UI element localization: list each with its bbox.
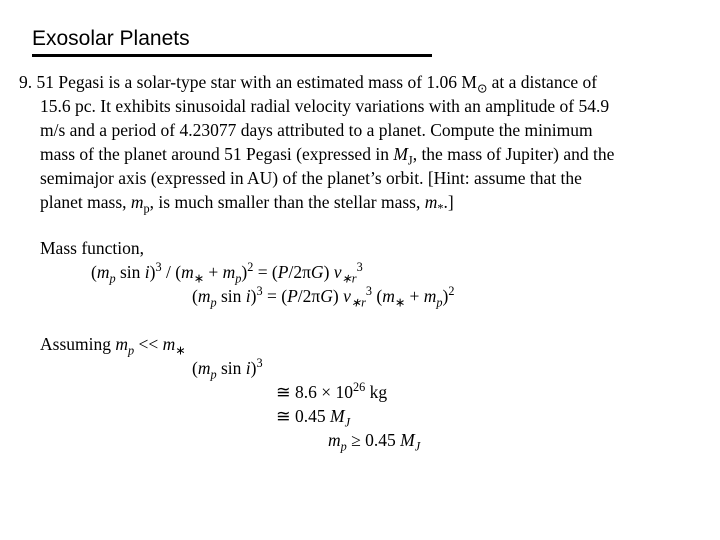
sun-symbol: ⊙ xyxy=(476,81,488,96)
problem-statement xyxy=(19,70,709,214)
mass-function-equation: ($m_p$ $\sin i)^3 / (m_∗ + m_p)^2 = (P/2\pi G)$ $v_{∗r}^3$ xyxy=(91,260,363,286)
title-underline xyxy=(32,54,432,57)
result-kg: ≅ $8.6 \times 10^{26}$ kg xyxy=(276,380,388,402)
mass-function-label: Mass function, xyxy=(40,238,145,258)
mp-sin-i-cubed: ($m_p$ sin i)$^3$ xyxy=(192,356,263,382)
mass-function-rearranged: ($m_p$ sin i)$^3$ = (P/2πG) $v_{∗r}^3$ $(m_∗ + m_p)^2$ xyxy=(192,284,455,310)
approx-symbol: ≅ xyxy=(276,382,291,402)
problem-line-6: planet mass, $m_p$, is much smaller than the stellar mass, $m_*$.] xyxy=(40,192,454,216)
problem-line-3: m/s and a period of 4.23077 days attributed to a planet. Compute the minimum xyxy=(40,120,593,140)
slide-title: Exosolar Planets xyxy=(32,27,190,50)
minimum-mass-result: $m_p \ge 0.45$ $M_J$ xyxy=(328,430,421,454)
assumption-line: Assuming $m_p << m_∗$ xyxy=(40,334,186,358)
problem-number: 9. xyxy=(19,72,33,92)
problem-line-4: mass of the planet around 51 Pegasi (expressed in $M_J$, the mass of Jupiter) and the xyxy=(40,144,615,168)
problem-line-5: semimajor axis (expressed in AU) of the planet’s orbit. [Hint: assume that the xyxy=(40,168,582,188)
approx-symbol: ≅ xyxy=(276,406,291,426)
result-jupiter-mass: ≅ 0.45 $M_J$ xyxy=(276,406,351,430)
problem-line-2: 15.6 pc. It exhibits sinusoidal radial velocity variations with an amplitude of 54.9 xyxy=(40,96,610,116)
problem-line-1: 9. 51 Pegasi is a solar-type star with an estimated mass of 1.06 $M_⊙$ at a distance of xyxy=(19,72,598,96)
